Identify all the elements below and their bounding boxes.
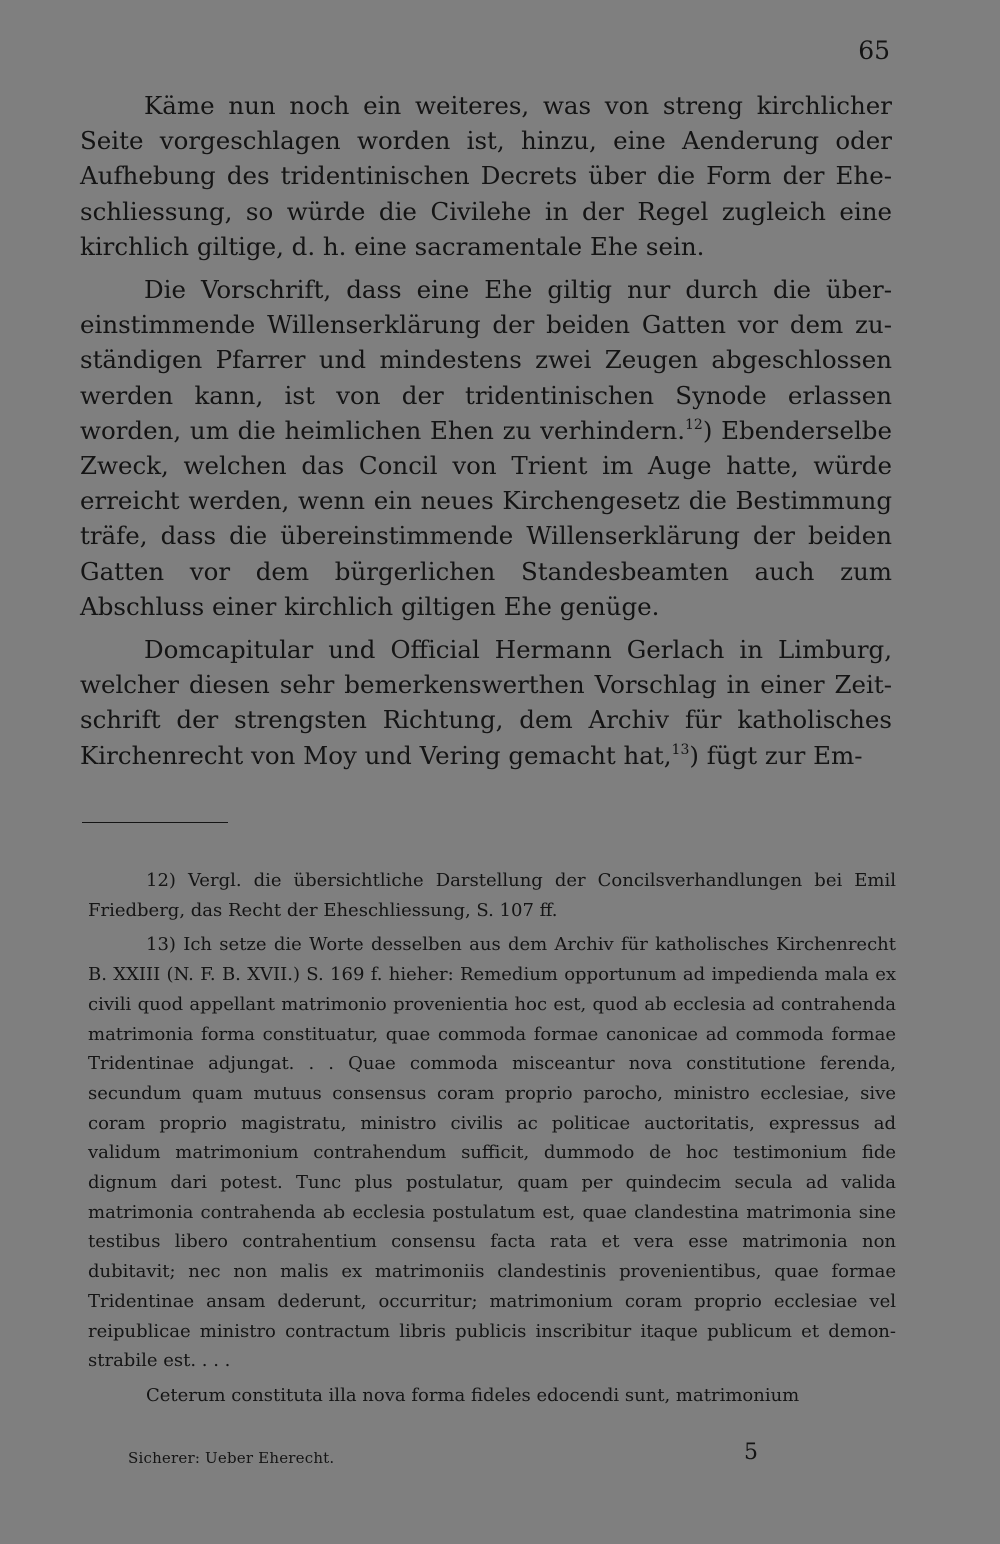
footnote-12: 12) Vergl. die übersichtliche Darstellung der Concilsverhandlungen bei Emil Friedberg, das Recht der Eheschliessung, S. 107 ff. [88,870,896,921]
paragraph-3 [80,632,892,773]
paragraph-3-continuation: fügt zur Em- [698,740,863,770]
footnote-ref-13: 13 [671,741,690,758]
footnote-ref-12-paren: ) [702,415,713,445]
footnote-ref-12: 12 [685,416,703,433]
paragraph-2-text: Die Vorschrift, dass eine Ehe giltig nur durch die übereinstimmende Willenserklärung der beiden Gatten vor dem zuständigen Pfarrer und mindestens zwei Zeugen abgeschlossen werden kann, ist von der tridentinischen Synode erlassen worden, um die heimlichen Ehen zu verhindern. [80,275,892,445]
paragraph-2-continuation: Ebenderselbe Zweck, welchen das Concil von Trient im Auge hatte, würde erreicht werden, wenn ein neues Kirchengesetz die Bestimmung träfe, dass die übereinstimmende Willenserklärung der beiden Gatten vor dem bürgerlichen Standesbeamten auch zum Abschluss einer kirchlich giltigen Ehe genüge. [80,415,892,621]
footnote-divider [82,822,228,823]
paragraph-1-text: Käme nun noch ein weiteres, was von streng kirchlicher Seite vorgeschlagen worden ist, hinzu, eine Aenderung oder Aufhebung des tridentinischen Decrets über die Form der Eheschliessung, so würde die Civilehe in der Regel zugleich eine kirchlich giltige, d. h. eine sacramentale Ehe sein. [80,91,892,261]
page-number: 65 [858,36,890,65]
printer-signature: Sicherer: Ueber Eherecht. [128,1449,335,1467]
main-text [80,88,892,781]
paragraph-1 [80,88,892,264]
signature-mark: 5 [744,1440,758,1465]
paragraph-3-text: Domcapitular und Official Hermann Gerlach in Limburg, welcher diesen sehr bemerkenswerthen Vorschlag in einer Zeitschrift der strengsten Richtung, dem Archiv für katholisches Kirchenrecht von Moy und Vering gemacht hat, [80,635,892,770]
footnote-ref-13-paren: ) [689,740,699,770]
paragraph-2 [80,272,892,624]
footnotes [88,866,896,1416]
footnote-13-continuation: Ceterum constituta illa nova forma fideles edocendi sunt, matrimonium [146,1384,800,1406]
footnote-13: 13) Ich setze die Worte desselben aus dem Archiv für katholisches Kirchenrecht B. XXIII (N. F. B. XVII.) S. 169 f. hieher: Remedium opportunum ad impedienda mala ex civili quod appellant matrimonio provenientia hoc est, quod ab ecclesia ad contrahenda matrimonia forma constituatur, quae commoda formae canonicae ad commoda formae Tridentinae adjungat. . . Quae commoda misceantur nova constitutione ferenda, secundum quam mutuus consensus coram proprio parocho, ministro ecclesiae, sive coram proprio magistratu, ministro civilis ac politicae auctoritatis, expressus ad validum matrimonium contrahendum sufficit, dummodo de hoc testimonium fide dignum dari potest. Tunc plus postulatur, quam per quindecim secula ad valida matrimonia contrahenda ab ecclesia postulatum est, quae clandestina matrimonia sine testibus libero contrahentium consensu facta rata et vera esse matrimonia non dubitavit; nec non malis ex matrimoniis clandestinis provenientibus, quae formae Tridentinae ansam dederunt, occurritur; matrimonium coram proprio ecclesiae vel reipublicae ministro contractum libris publicis inscribitur itaque publicum et demonstrabile est. . . . [88,934,896,1372]
